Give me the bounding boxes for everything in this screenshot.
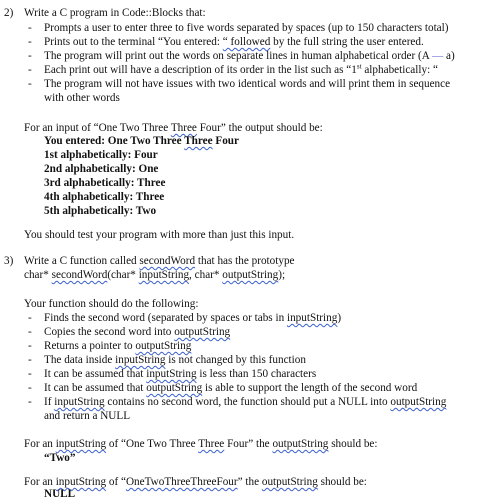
q3-bullet-2 — [44, 325, 230, 339]
q3-proto-arg1: inputString — [138, 269, 190, 281]
q3-intro — [24, 254, 295, 268]
q2-bullet-4-pre: Each print out will have a description of its order in the list such as “1 — [44, 64, 357, 76]
q3-example-1 — [24, 437, 378, 451]
bullet-dash: - — [28, 396, 32, 408]
q2-bullet-5-cont: with other words — [44, 92, 120, 104]
q3-bullet-6-post: is able to support the length of the second word — [202, 382, 418, 394]
q3-bullet-4 — [44, 353, 306, 367]
q2-number: 2) — [4, 7, 14, 19]
q2-output-line-4: 3rd alphabetically: Three — [44, 177, 166, 189]
bullet-dash: - — [28, 326, 32, 338]
q2-intro: Write a C program in Code::Blocks that: — [24, 7, 206, 19]
q2-output-line-1-pre: You entered: One Two Three — [44, 135, 185, 147]
q3-ex1-post: should be: — [328, 438, 378, 450]
q2-output-line-5: 4th alphabetically: Three — [44, 191, 165, 203]
q3-ex2-post: should be: — [317, 476, 367, 488]
q3-bullet-2-pre: Copies the second word into — [44, 326, 175, 338]
q2-bullet-4-post: alphabetically: “ — [361, 64, 438, 76]
q2-output-line-2: 1st alphabetically: Four — [44, 149, 158, 161]
bullet-dash: - — [28, 22, 32, 34]
q3-ex2-pre: For an — [24, 476, 56, 488]
q3-should-do: Your function should do the following: — [24, 298, 199, 310]
q3-example-2-result: NULL — [44, 488, 76, 500]
q3-ex2-wavy3: outputString — [261, 476, 318, 488]
q3-bullet-6-pre: It can be assumed that — [44, 382, 147, 394]
q3-bullet-3-wavy: outputString — [135, 340, 192, 352]
q2-output-line-6: 5th alphabetically: Two — [44, 205, 157, 217]
bullet-dash: - — [28, 50, 32, 62]
q2-output-line-1-wavy: Three — [184, 135, 213, 147]
q2-bullet-1 — [44, 21, 448, 35]
q3-bullet-3-pre: Returns a pointer to — [44, 340, 136, 352]
q3-ex2-mid2: ” the — [237, 476, 262, 488]
bullet-dash: - — [28, 354, 32, 366]
q3-ex1-mid2: Four” the — [224, 438, 273, 450]
q2-output-line-3: 2nd alphabetically: One — [44, 163, 159, 175]
q2-output-line-1 — [44, 134, 239, 148]
bullet-dash: - — [28, 368, 32, 380]
bullet-dash: - — [28, 312, 32, 324]
q2-bullet-5: The program will not have issues with two identical words and will print them in sequence — [44, 78, 451, 90]
bullet-dash: - — [28, 78, 32, 90]
q3-bullet-4-post: is not changed by this function — [165, 354, 306, 366]
q3-prototype — [24, 268, 285, 282]
q3-bullet-7 — [44, 395, 446, 409]
q2-example-intro-post: Four” the output should be: — [196, 122, 323, 134]
q2-bullet-4 — [44, 63, 438, 77]
bullet-dash: - — [28, 382, 32, 394]
q3-intro-wavy: secondWord — [139, 255, 196, 267]
q3-proto-post: ); — [278, 269, 286, 281]
q3-proto-pre: char* — [24, 269, 52, 281]
q3-bullet-7-wavy2: outputString — [390, 396, 447, 408]
bullet-dash: - — [28, 340, 32, 352]
q3-ex1-wavy3: outputString — [272, 438, 329, 450]
q2-bullet-2-post: by the full string the user entered. — [270, 36, 424, 48]
q2-bullet-3-pre: The program will print out the words on separate lines in human alphabetical order (A — [44, 50, 433, 62]
q2-bullet-2-wavy: “ followed — [222, 36, 271, 48]
q2-bullet-3-dash: — — [432, 50, 444, 62]
q3-bullet-7-post: contains no second word, the function should put a NULL into — [104, 396, 391, 408]
q3-example-1-result: “Two” — [44, 452, 76, 464]
q3-bullet-5-pre: It can be assumed that — [44, 368, 147, 380]
q3-bullet-7-cont: and return a NULL — [44, 410, 131, 422]
q3-bullet-3 — [44, 339, 191, 353]
q2-bullet-4-sup: st — [356, 62, 362, 71]
q2-bullet-2-pre: Prints out to the terminal “You entered: — [44, 36, 223, 48]
q3-bullet-7-wavy: inputString — [54, 396, 105, 408]
q3-ex2-mid: of “ — [106, 476, 126, 488]
q3-number: 3) — [4, 255, 14, 267]
q2-bullet-2 — [44, 35, 424, 49]
q3-bullet-1 — [44, 311, 341, 325]
q3-bullet-4-pre: The data inside — [44, 354, 116, 366]
q3-intro-post: that has the prototype — [195, 255, 295, 267]
bullet-dash: - — [28, 36, 32, 48]
q3-ex2-wavy: inputString — [55, 476, 107, 488]
q2-example-intro — [24, 121, 323, 135]
q2-bullet-3 — [44, 49, 455, 63]
q3-bullet-7-pre: If — [44, 396, 55, 408]
q3-ex2-wavy2: OneTwoThreeThreeFour — [125, 476, 238, 488]
q3-bullet-1-pre: Finds the second word (separated by spaces or tabs in — [44, 312, 287, 324]
q2-bullet-3-post: a) — [443, 50, 455, 62]
bullet-dash: - — [28, 64, 32, 76]
q3-bullet-4-wavy: inputString — [115, 354, 166, 366]
q3-proto-mid: (char* — [107, 269, 139, 281]
q2-test-note: You should test your program with more than just this input. — [24, 229, 295, 241]
q3-bullet-6-wavy: outputString — [146, 382, 203, 394]
q3-intro-pre: Write a C function called — [24, 255, 140, 267]
q2-bullet-1-text: Prompts a user to enter three to five words separated by spaces (up to 150 characters total) — [44, 22, 449, 34]
q2-output-line-1-post: Four — [212, 135, 239, 147]
q3-bullet-1-post: ) — [337, 312, 342, 324]
q2-example-intro-wavy: Three — [170, 122, 197, 134]
q3-ex1-wavy2: Three — [198, 438, 225, 450]
q3-bullet-5 — [44, 367, 316, 381]
q3-bullet-5-wavy: inputString — [146, 368, 197, 380]
q3-example-2 — [24, 475, 367, 489]
q3-ex1-mid: of “One Two Three — [106, 438, 199, 450]
q3-proto-fn: secondWord — [51, 269, 108, 281]
q3-ex1-pre: For an — [24, 438, 56, 450]
q3-proto-mid2: , char* — [189, 269, 223, 281]
q3-ex1-wavy: inputString — [55, 438, 107, 450]
q3-bullet-2-wavy: outputString — [174, 326, 231, 338]
q3-bullet-6 — [44, 381, 417, 395]
q3-bullet-1-wavy: inputString — [286, 312, 338, 324]
q2-example-intro-pre: For an input of “One Two Three — [24, 122, 171, 134]
q3-proto-arg2: outputString — [222, 269, 279, 281]
q3-bullet-5-post: is less than 150 characters — [196, 368, 317, 380]
